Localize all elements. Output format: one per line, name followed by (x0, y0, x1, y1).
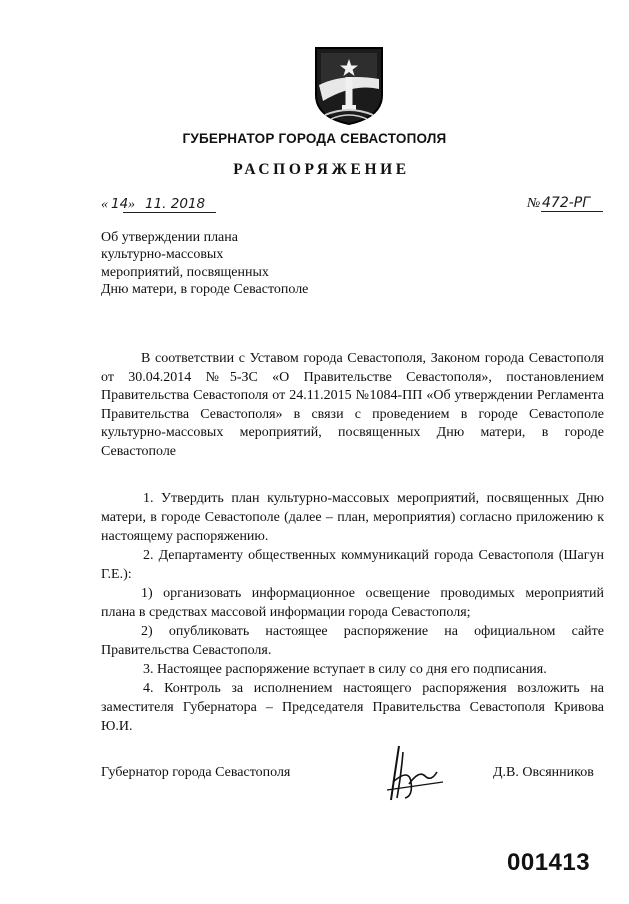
preamble-paragraph: В соответствии с Уставом города Севастополя, Законом города Севастополя от 30.04.2014 №5-ЗС «О Правительстве Севастополя», постановлением Правительства Севастополя от 24.11.2015 №1084-ПП «Об утверждении Регламента Правительства Севастополя» в связи с проведением в городе Севастополе культурно-массовых мероприятий, посвященных Дню матери, в городе Севастополе (101, 351, 604, 459)
order-items (101, 489, 604, 736)
document-number (527, 195, 605, 213)
number-value: 472-РГ (542, 195, 591, 211)
document-type-title: РАСПОРЯЖЕНИЕ (233, 161, 410, 178)
subject-line: Дню матери, в городе Севастополе (101, 281, 309, 297)
date-close-quote: » (128, 197, 135, 212)
order-item-3: 3. Настоящее распоряжение вступает в силу со дня его подписания. (143, 662, 547, 677)
document-date (101, 196, 216, 214)
number-sign: № (527, 196, 541, 211)
subject-line: культурно-массовых (101, 247, 224, 263)
order-subitem-2: 2) опубликовать настоящее распоряжение на официальном сайте Правительства Севастополя. (101, 624, 604, 658)
number-underline (541, 211, 603, 212)
order-subitem-1: 1) организовать информационное освещение проводимых мероприятий плана в средствах массовой информации города Севастополя; (101, 586, 604, 620)
form-serial-number: 001413 (507, 849, 591, 876)
handwritten-signature-icon (385, 742, 445, 804)
date-day: 14 (111, 196, 129, 212)
subject-line: мероприятий, посвященных (101, 264, 269, 280)
coat-of-arms-icon (313, 45, 385, 127)
date-underline (123, 212, 216, 213)
issuing-authority: ГУБЕРНАТОР ГОРОДА СЕВАСТОПОЛЯ (182, 131, 447, 146)
order-item-1: 1. Утвердить план культурно-массовых мероприятий, посвященных Дню матери, в городе Севастополе (далее – план, мероприятия) согласно приложению к настоящему распоряжению. (101, 491, 604, 544)
order-item-4: 4. Контроль за исполнением настоящего распоряжения возложить на заместителя Губернатора – Председателя Правительства Севастополя Кривова Ю.И. (101, 681, 604, 734)
document-subject (101, 229, 308, 298)
order-item-2: 2. Департаменту общественных коммуникаций города Севастополя (Шагун Г.Е.): (101, 548, 604, 582)
date-open-quote: « (101, 197, 108, 212)
signatory-title: Губернатор города Севастополя (101, 765, 291, 780)
date-month-year: 11. 2018 (145, 196, 206, 212)
subject-line: Об утверждении плана (101, 230, 238, 245)
signatory-name: Д.В. Овсянников (493, 765, 594, 780)
